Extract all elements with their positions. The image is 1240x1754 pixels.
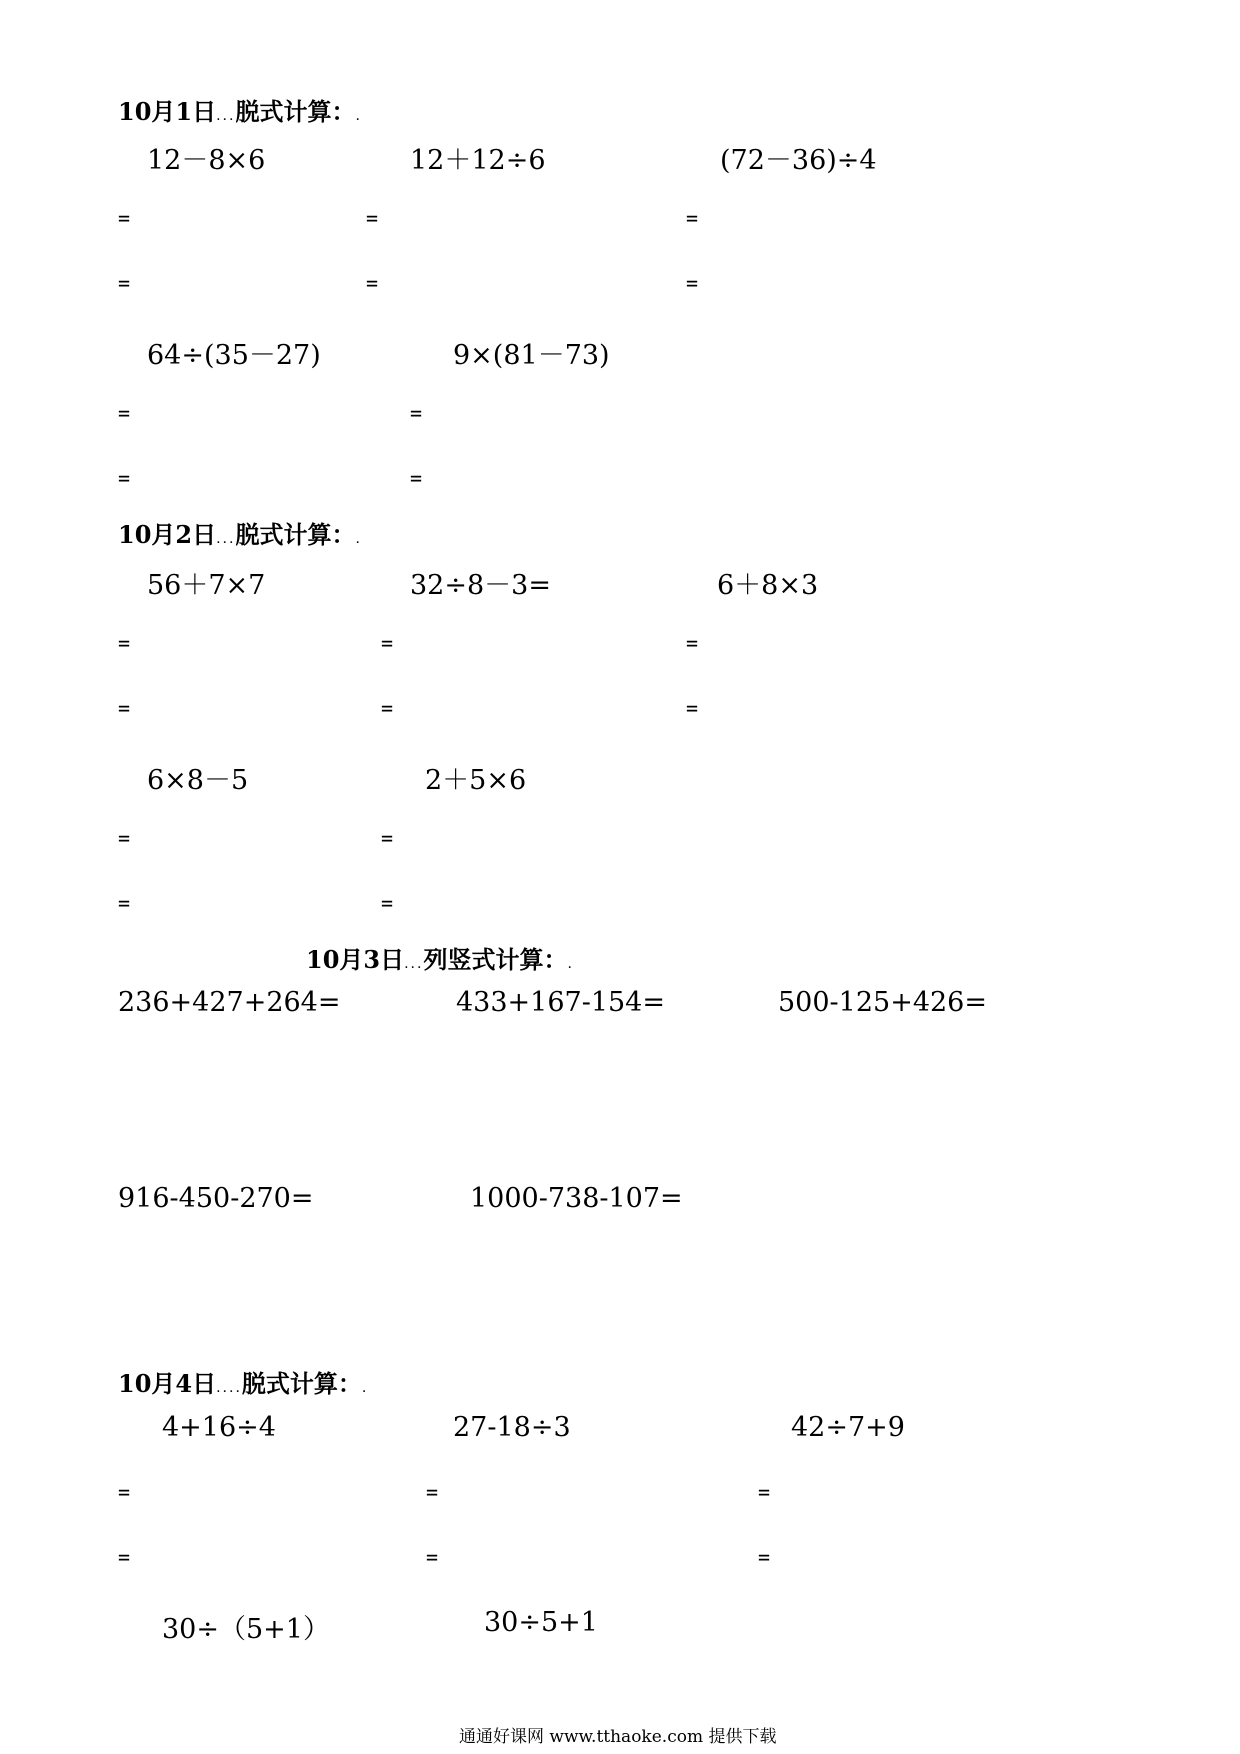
section-1-title: 脱式计算 <box>235 97 332 126</box>
equals-sign: = <box>686 271 699 295</box>
equals-sign: = <box>381 631 394 655</box>
expression: 27-18÷3 <box>453 1412 571 1443</box>
equals-sign: = <box>686 206 699 230</box>
heading-dots: .... <box>216 1380 242 1396</box>
heading-dots: ... <box>216 531 236 547</box>
expression: 56＋7×7 <box>147 570 266 601</box>
heading-colon: ： <box>331 97 356 126</box>
equals-sign: = <box>758 1480 771 1504</box>
section-3-heading <box>306 940 574 975</box>
expression: 12－8×6 <box>147 145 266 176</box>
expression: 30÷（5+1） <box>162 1614 330 1645</box>
section-4-date: 10月4日 <box>118 1369 217 1398</box>
equals-sign: = <box>686 631 699 655</box>
equals-sign: = <box>118 1480 131 1504</box>
expression: 12＋12÷6 <box>410 145 546 176</box>
expression: 1000-738-107= <box>470 1183 683 1214</box>
equals-sign: = <box>381 826 394 850</box>
expression: (72－36)÷4 <box>720 145 877 176</box>
heading-colon: ： <box>331 520 356 549</box>
section-1-date: 10月1日 <box>118 97 217 126</box>
equals-sign: = <box>118 271 131 295</box>
section-2-title: 脱式计算 <box>235 520 332 549</box>
equals-sign: = <box>426 1480 439 1504</box>
equals-sign: = <box>758 1545 771 1569</box>
heading-dots: ... <box>404 956 424 972</box>
section-4-title: 脱式计算 <box>241 1369 338 1398</box>
section-3-date: 10月3日 <box>306 945 405 974</box>
expression: 916-450-270= <box>118 1183 314 1214</box>
expression: 9×(81－73) <box>453 340 610 371</box>
equals-sign: = <box>118 826 131 850</box>
section-2-heading <box>118 515 362 550</box>
expression: 6×8－5 <box>147 765 249 796</box>
expression: 64÷(35－27) <box>147 340 321 371</box>
page-footer: 通通好课网 www.tthaoke.com 提供下载 <box>459 1727 777 1747</box>
equals-sign: = <box>381 891 394 915</box>
equals-sign: = <box>118 206 131 230</box>
section-3-title: 列竖式计算 <box>423 945 544 974</box>
heading-dots: ... <box>216 108 236 124</box>
equals-sign: = <box>366 206 379 230</box>
expression: 500-125+426= <box>778 987 987 1018</box>
equals-sign: = <box>118 1545 131 1569</box>
equals-sign: = <box>410 401 423 425</box>
equals-sign: = <box>118 466 131 490</box>
equals-sign: = <box>366 271 379 295</box>
expression: 236+427+264= <box>118 987 341 1018</box>
equals-sign: = <box>381 696 394 720</box>
section-1-heading <box>118 92 362 127</box>
equals-sign: = <box>410 466 423 490</box>
section-2-date: 10月2日 <box>118 520 217 549</box>
expression: 42÷7+9 <box>791 1412 905 1443</box>
expression: 32÷8－3= <box>410 570 551 601</box>
heading-colon: ： <box>337 1369 362 1398</box>
expression: 6＋8×3 <box>717 570 819 601</box>
equals-sign: = <box>118 891 131 915</box>
equals-sign: = <box>426 1545 439 1569</box>
expression: 4+16÷4 <box>162 1412 276 1443</box>
equals-sign: = <box>118 696 131 720</box>
heading-trail: . <box>355 531 362 547</box>
expression: 2＋5×6 <box>425 765 527 796</box>
heading-trail: . <box>355 108 362 124</box>
equals-sign: = <box>118 631 131 655</box>
expression: 30÷5+1 <box>484 1607 598 1638</box>
heading-colon: ： <box>543 945 568 974</box>
expression: 433+167-154= <box>456 987 665 1018</box>
equals-sign: = <box>686 696 699 720</box>
heading-trail: . <box>567 956 574 972</box>
section-4-heading <box>118 1364 368 1399</box>
heading-trail: . <box>361 1380 369 1396</box>
equals-sign: = <box>118 401 131 425</box>
